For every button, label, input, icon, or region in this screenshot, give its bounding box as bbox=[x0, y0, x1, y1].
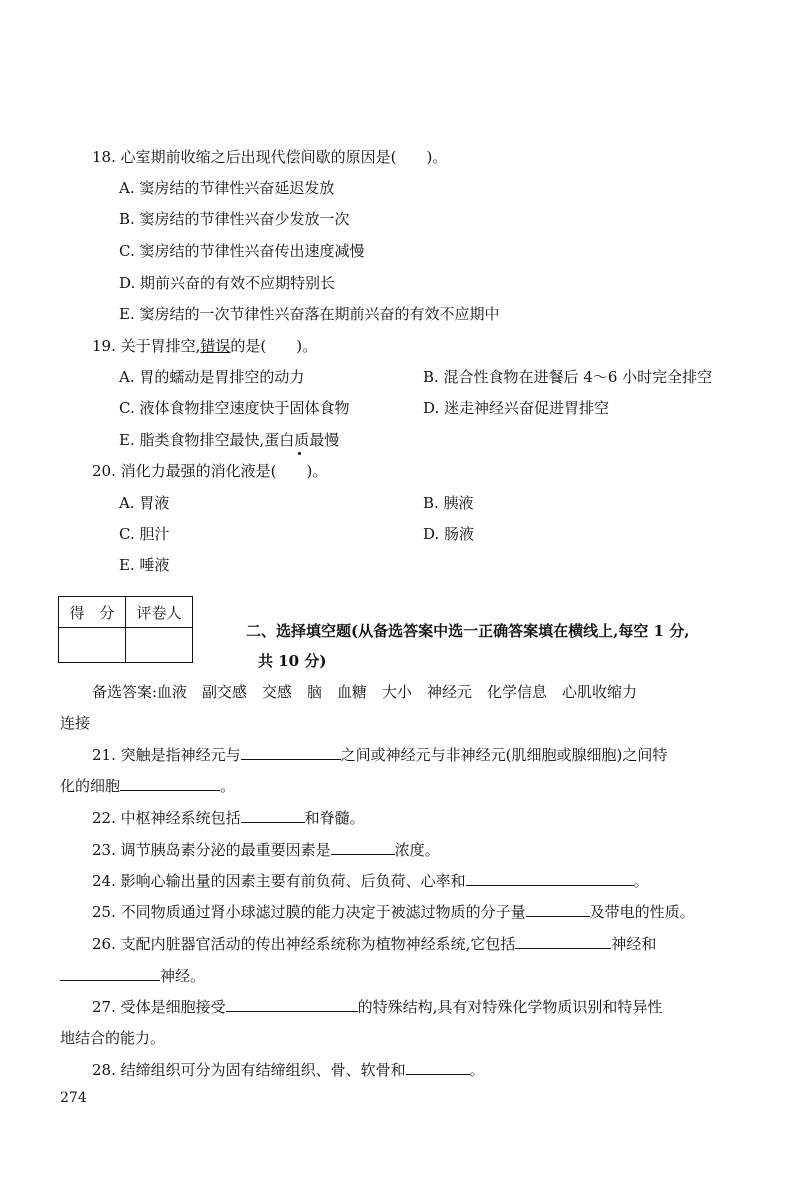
question-24-blank[interactable] bbox=[466, 871, 634, 886]
stray-dot-mark bbox=[298, 452, 301, 455]
question-21-blank-2[interactable] bbox=[120, 776, 220, 791]
question-19-stem-pre: 19. 关于胃排空, bbox=[92, 337, 201, 355]
section-2-title-line2: 共 10 分) bbox=[258, 652, 327, 670]
question-26-text-3: 神经。 bbox=[160, 967, 206, 985]
question-19-option-c: C. 液体食物排空速度快于固体食物 bbox=[119, 399, 350, 417]
question-19-stem-emphasis: 错误 bbox=[200, 337, 231, 355]
question-21-text-1: 21. 突触是指神经元与 bbox=[92, 746, 241, 764]
question-24-text-1: 24. 影响心输出量的因素主要有前负荷、后负荷、心率和 bbox=[92, 872, 466, 890]
question-18-option-a: A. 窦房结的节律性兴奋延迟发放 bbox=[119, 179, 335, 197]
question-24-text-2: 。 bbox=[633, 872, 649, 890]
question-20-option-d: D. 肠液 bbox=[423, 525, 475, 543]
question-20-option-c: C. 胆汁 bbox=[119, 525, 170, 543]
question-27-line1 bbox=[92, 997, 662, 1017]
question-19-option-a: A. 胃的蠕动是胃排空的动力 bbox=[119, 368, 305, 386]
question-22-blank[interactable] bbox=[241, 808, 305, 823]
question-20-option-b: B. 胰液 bbox=[423, 494, 474, 512]
question-25-text-1: 25. 不同物质通过肾小球滤过膜的能力决定于被滤过物质的分子量 bbox=[92, 903, 526, 921]
answer-options-line1: 备选答案:血液 副交感 交感 脑 血糖 大小 神经元 化学信息 心肌收缩力 bbox=[92, 683, 638, 701]
question-19-option-b: B. 混合性食物在进餐后 4～6 小时完全排空 bbox=[423, 368, 713, 386]
question-26-text-1: 26. 支配内脏器官活动的传出神经系统称为植物神经系统,它包括 bbox=[92, 935, 516, 953]
question-28 bbox=[92, 1060, 485, 1080]
question-23-text-1: 23. 调节胰岛素分泌的最重要因素是 bbox=[92, 841, 331, 859]
question-23 bbox=[92, 840, 440, 860]
question-27-text-2: 的特殊结构,具有对特殊化学物质识别和特异性 bbox=[357, 998, 663, 1016]
score-header: 得 分 bbox=[59, 597, 126, 628]
question-21-line1 bbox=[92, 745, 667, 765]
grader-header: 评卷人 bbox=[126, 597, 193, 628]
question-19-stem-post: 的是( )。 bbox=[230, 337, 318, 355]
question-25-text-2: 及带电的性质。 bbox=[589, 903, 695, 921]
question-22-text-1: 22. 中枢神经系统包括 bbox=[92, 809, 241, 827]
question-18-option-e: E. 窦房结的一次节律性兴奋落在期前兴奋的有效不应期中 bbox=[119, 305, 500, 323]
question-18-option-d: D. 期前兴奋的有效不应期特别长 bbox=[119, 274, 336, 292]
question-23-text-2: 浓度。 bbox=[394, 841, 440, 859]
question-27-line2: 地结合的能力。 bbox=[60, 1029, 166, 1047]
question-21-text-3: 化的细胞 bbox=[60, 777, 121, 795]
question-25-blank[interactable] bbox=[526, 902, 590, 917]
question-20-option-e: E. 唾液 bbox=[119, 556, 170, 574]
question-23-blank[interactable] bbox=[331, 840, 395, 855]
question-21-text-2: 之间或神经元与非神经元(肌细胞或腺细胞)之间特 bbox=[340, 746, 668, 764]
question-18-option-c: C. 窦房结的节律性兴奋传出速度减慢 bbox=[119, 242, 365, 260]
question-20-stem: 20. 消化力最强的消化液是( )。 bbox=[92, 462, 328, 480]
question-27-text-1: 27. 受体是细胞接受 bbox=[92, 998, 226, 1016]
question-26-blank-1[interactable] bbox=[515, 934, 611, 949]
question-21-text-4: 。 bbox=[220, 777, 236, 795]
score-box bbox=[58, 596, 193, 663]
score-cell bbox=[59, 628, 126, 663]
question-28-text-1: 28. 结缔组织可分为固有结缔组织、骨、软骨和 bbox=[92, 1061, 406, 1079]
page-number: 274 bbox=[60, 1090, 87, 1106]
question-28-blank[interactable] bbox=[406, 1060, 470, 1075]
question-27-blank[interactable] bbox=[226, 997, 358, 1012]
question-26-text-2: 神经和 bbox=[611, 935, 657, 953]
question-28-text-2: 。 bbox=[469, 1061, 485, 1079]
question-20-option-a: A. 胃液 bbox=[119, 494, 170, 512]
section-2-title-line1: 二、选择填空题(从备选答案中选一正确答案填在横线上,每空 1 分, bbox=[246, 622, 690, 640]
question-21-line2 bbox=[60, 776, 235, 796]
question-19-stem bbox=[92, 336, 317, 356]
question-26-line2 bbox=[60, 966, 205, 986]
question-18-option-b: B. 窦房结的节律性兴奋少发放一次 bbox=[119, 210, 350, 228]
question-22 bbox=[92, 808, 365, 828]
question-21-blank-1[interactable] bbox=[241, 745, 341, 760]
grader-cell bbox=[126, 628, 193, 663]
answer-options-line2: 连接 bbox=[60, 714, 91, 732]
question-19-option-e: E. 脂类食物排空最快,蛋白质最慢 bbox=[119, 431, 340, 449]
question-24 bbox=[92, 871, 649, 891]
question-26-blank-2[interactable] bbox=[60, 966, 160, 981]
question-22-text-2: 和脊髓。 bbox=[304, 809, 365, 827]
question-18-stem: 18. 心室期前收缩之后出现代偿间歇的原因是( )。 bbox=[92, 148, 448, 166]
question-19-option-d: D. 迷走神经兴奋促进胃排空 bbox=[423, 399, 610, 417]
question-26-line1 bbox=[92, 934, 656, 954]
question-25 bbox=[92, 902, 695, 922]
